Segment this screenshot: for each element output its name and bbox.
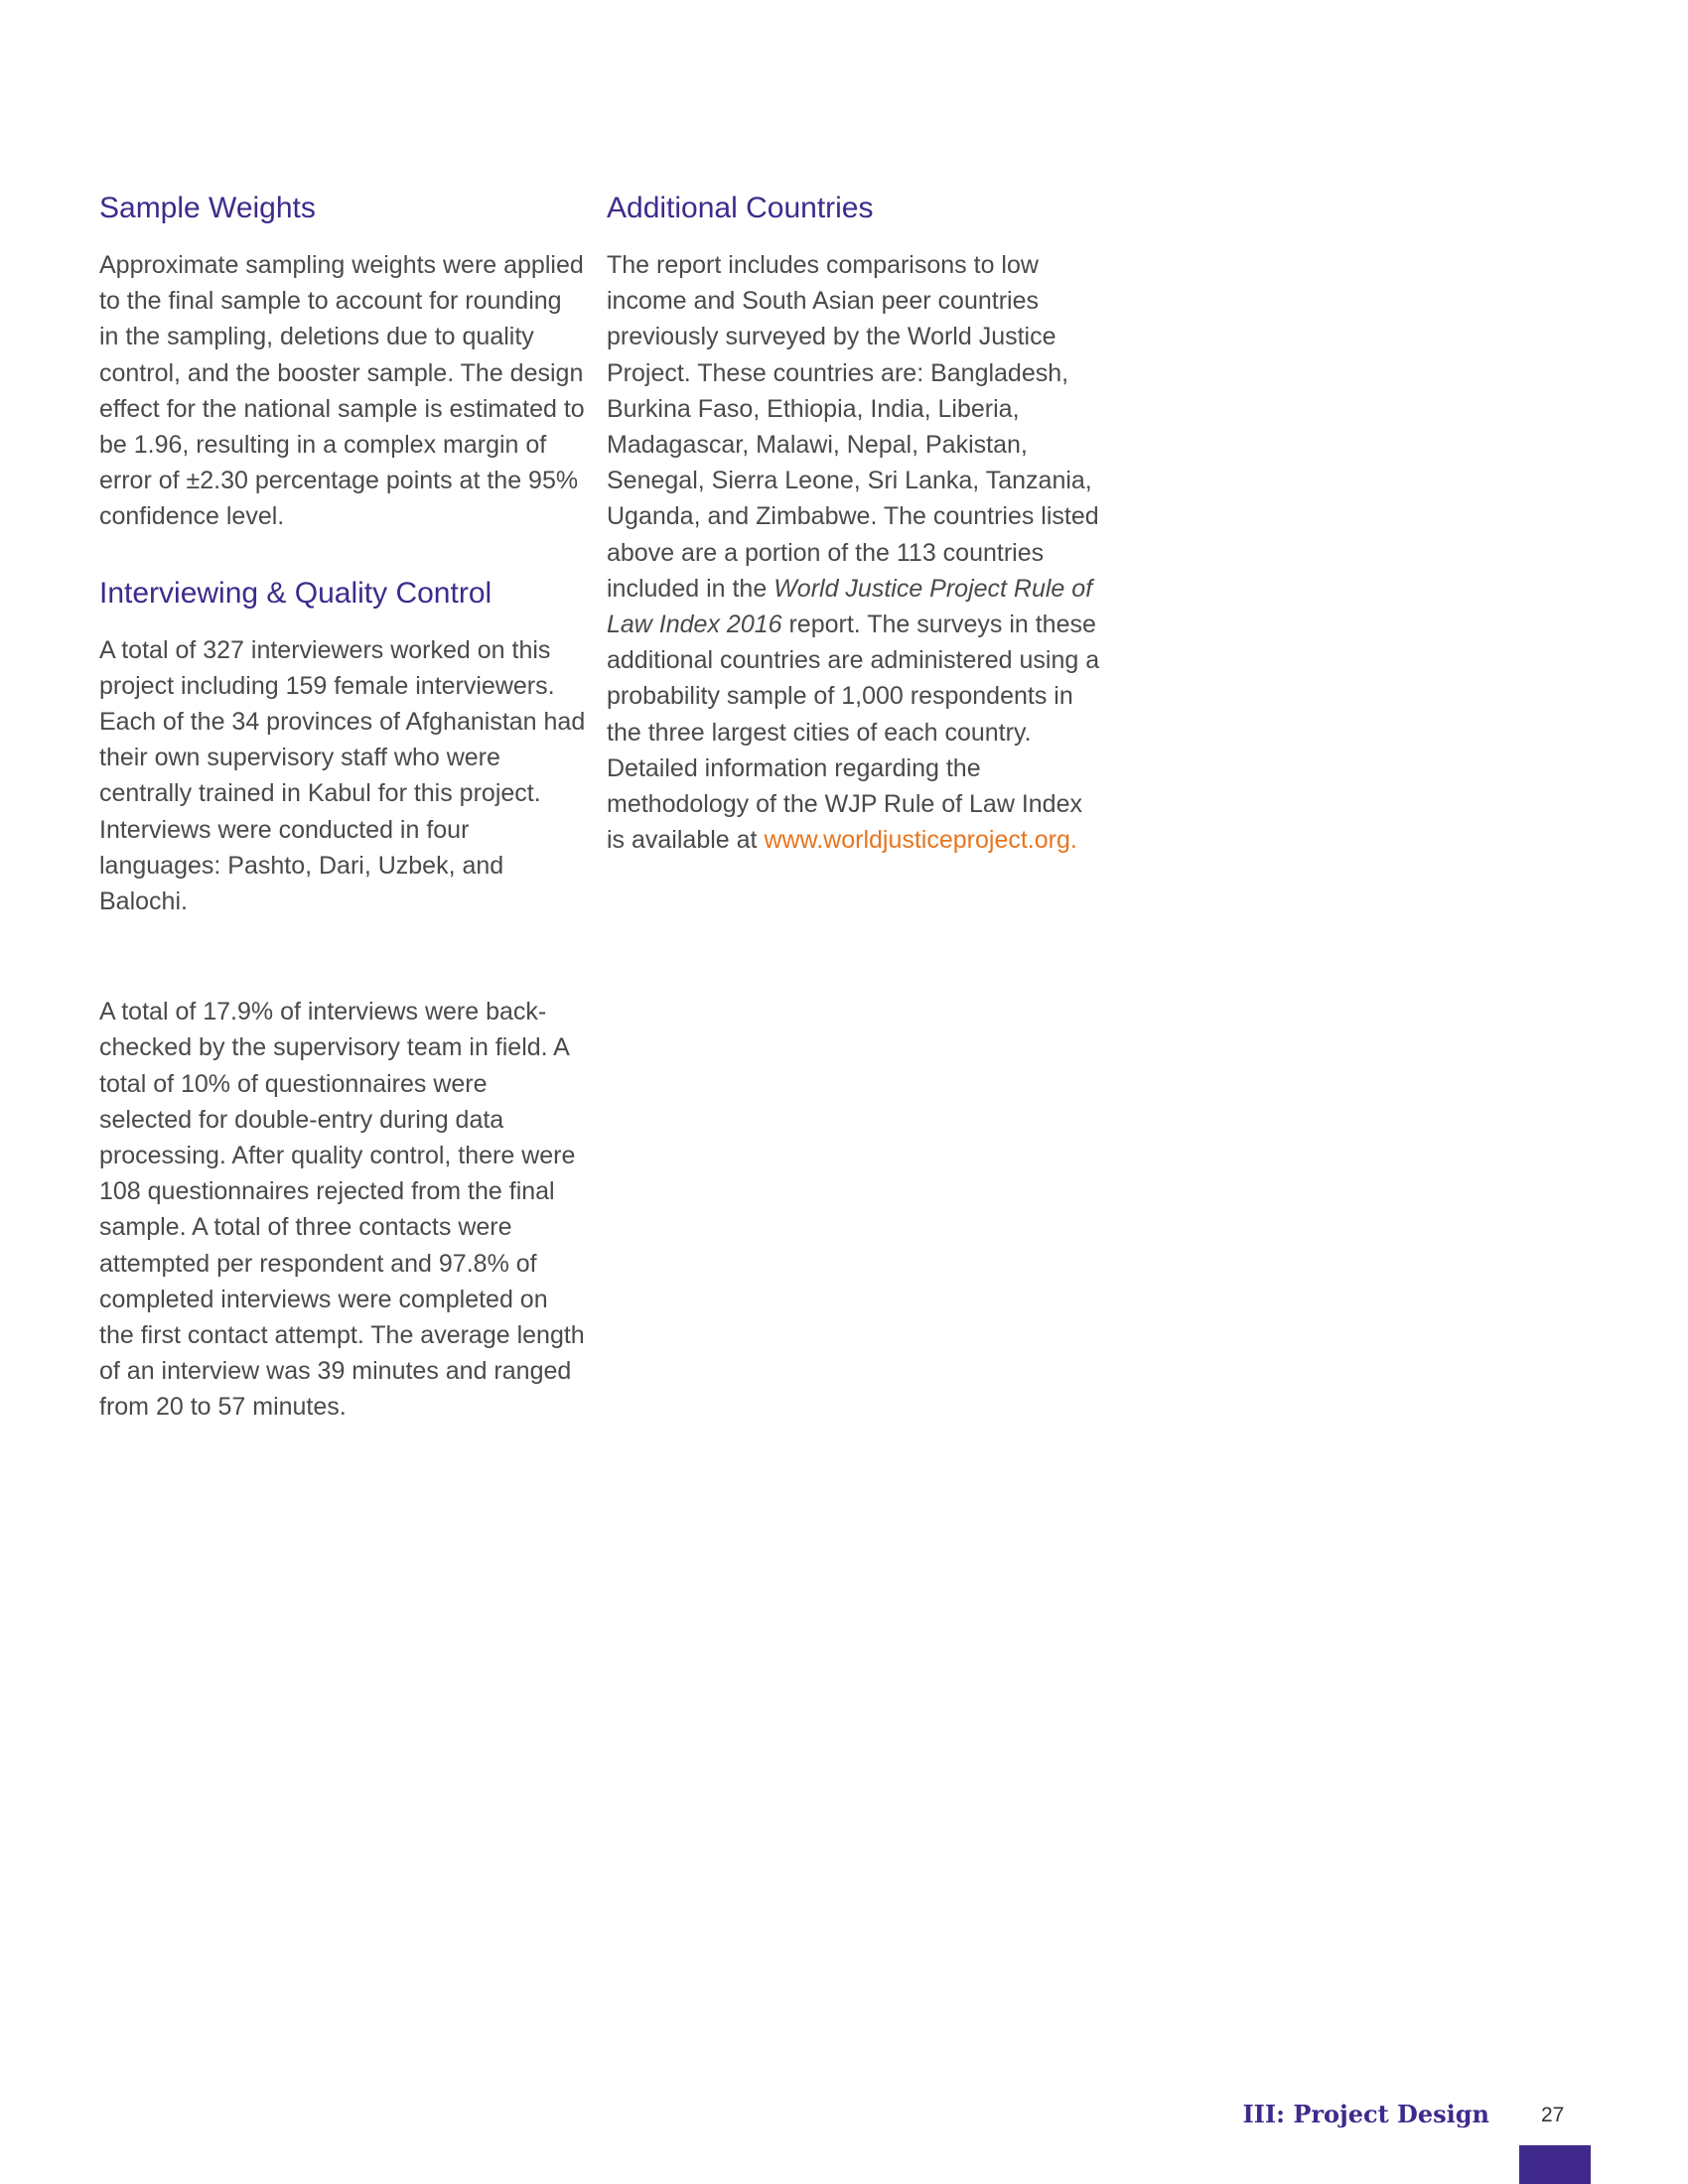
- additional-countries-text-2: report. The surveys in these additional countries are administered using a probability sample of 1,000 respondents in the three largest cities of each country. Detailed information regarding the methodology of the WJP Rule of Law Index is available at: [607, 611, 1100, 855]
- wjp-website-link[interactable]: www.worldjusticeproject.org.: [764, 826, 1077, 855]
- interviewing-heading: Interviewing & Quality Control: [99, 576, 492, 610]
- footer-section-label: III: Project Design: [1242, 2100, 1489, 2128]
- page-number: 27: [1541, 2104, 1565, 2126]
- additional-countries-body: [607, 247, 1103, 858]
- interviewing-paragraph-1: A total of 327 interviewers worked on this project including 159 female interviewers. Each of the 34 provinces of Afghanistan had their own supervisory staff who were centrally trained in Kabul for this project. Interviews were conducted in four languages: Pashto, Dari, Uzbek, and Balochi.: [99, 635, 586, 916]
- left-column: [99, 189, 586, 1426]
- interviewing-paragraph-2: A total of 17.9% of interviews were back-checked by the supervisory team in field. A total of 10% of questionnaires were selected for double-entry during data processing. After quality control, there were 108 questionnaires rejected from the final sample. A total of three contacts were attempted per respondent and 97.8% of completed interviews were completed on the first contact attempt. The average length of an interview was 39 minutes and ranged from 20 to 57 minutes.: [99, 998, 585, 1422]
- rule-of-law-index-title: World Justice Project Rule of Law Index 2016: [607, 574, 1093, 639]
- sample-weights-body: Approximate sampling weights were applied to the final sample to account for rounding in the sampling, deletions due to quality control, and the booster sample. The design effect for the national sample is estimated to be 1.96, resulting in a complex margin of error of ±2.30 percentage points at the 95% confidence level.: [99, 251, 585, 531]
- corner-accent-block: [1519, 2145, 1591, 2184]
- additional-countries-text-1: The report includes comparisons to low income and South Asian peer countries previously surveyed by the World Justice Project. These countries are: Bangladesh, Burkina Faso, Ethiopia, India, Liberia, Madagascar, Malawi, Nepal, Pakistan, Senegal, Sierra Leone, Sri Lanka, Tanzania, Uganda, and Zimbabwe. The countries listed above are a portion of the 113 countries included in the: [607, 251, 1099, 603]
- additional-countries-heading: Additional Countries: [607, 192, 874, 224]
- sample-weights-heading: Sample Weights: [99, 192, 316, 224]
- right-column: [607, 189, 1103, 858]
